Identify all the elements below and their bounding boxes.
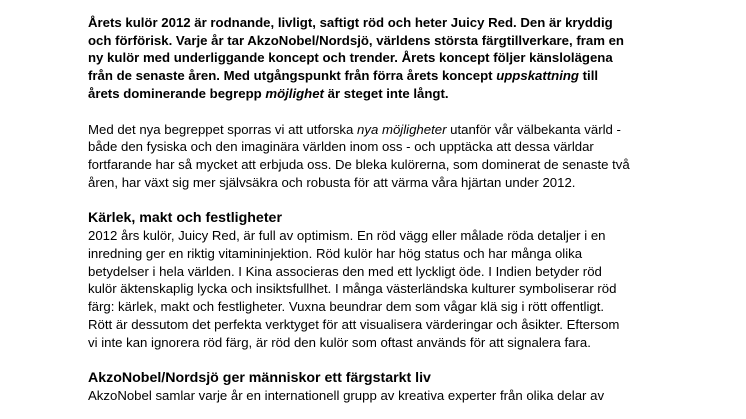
body-line: AkzoNobel samlar varje år en internationell grupp av kreativa experter från olika delar av xyxy=(88,388,605,404)
body-line: Rött är dessutom det perfekta verktyget för att visualisera värderingar och åsikter. Eftersom xyxy=(88,316,620,332)
emphasis-uppskattning: uppskattning xyxy=(496,68,579,84)
intro-text: till xyxy=(578,68,599,84)
body-paragraph xyxy=(88,121,648,192)
body-text: utanför vår välbekanta värld - xyxy=(446,121,621,137)
emphasis-mojlighet: möjlighet xyxy=(265,85,324,101)
body-line xyxy=(88,121,648,139)
body-line: vi inte kan ignorera röd färg, är röd den kulör som oftast används för att signalera fara. xyxy=(88,334,591,350)
intro-line: ny kulör med underliggande koncept och trender. Årets koncept följer känslolägena xyxy=(88,50,613,66)
body-line: betydelser i hela världen. I Kina associeras den med ett lyckligt öde. I Indien betyder röd xyxy=(88,263,602,279)
body-line: färg: kärlek, makt och festligheter. Vuxna beundrar dem som vågar klä sig i rött offentligt. xyxy=(88,299,605,315)
intro-text: är steget inte långt. xyxy=(323,85,449,101)
section-heading: AkzoNobel/Nordsjö ger människor ett färgstarkt liv xyxy=(88,370,431,387)
intro-line: Årets kulör 2012 är rodnande, livligt, saftigt röd och heter Juicy Red. Den är kryddig xyxy=(88,15,613,30)
body-line: kulör äktenskaplig lycka och insiktsfullhet. I många västerländska kulturer symboliserar röd xyxy=(88,281,617,297)
body-text: Med det nya begreppet sporras vi att utforska xyxy=(88,121,358,137)
emphasis-nya-mojligheter: nya möjligheter xyxy=(357,121,447,137)
intro-paragraph xyxy=(88,14,648,103)
body-line: åren, har växt sig mer självsäkra och robusta för att värma våra hjärtan under 2012. xyxy=(88,174,576,190)
section-paragraph xyxy=(88,387,648,405)
section-paragraph xyxy=(88,227,648,351)
body-line: fortfarande har så mycket att erbjuda oss. De bleka kulörerna, som dominerat de senaste två xyxy=(88,156,630,172)
body-line: 2012 års kulör, Juicy Red, är full av optimism. En röd vägg eller målade röda detaljer i en xyxy=(88,228,606,244)
intro-line xyxy=(88,85,648,103)
intro-line xyxy=(88,67,648,85)
document-page xyxy=(88,14,648,405)
intro-text: årets dominerande begrepp xyxy=(88,85,266,101)
section-heading: Kärlek, makt och festligheter xyxy=(88,210,282,227)
intro-text: från de senaste åren. Med utgångspunkt från förra årets koncept xyxy=(88,68,497,84)
body-line: både den fysiska och den imaginära världen inom oss - och upptäcka att dessa världar xyxy=(88,139,594,155)
intro-line: och förförisk. Varje år tar AkzoNobel/Nordsjö, världens största färgtillverkare, fram en xyxy=(88,32,624,48)
body-line: inredning ger en riktig vitamininjektion. Röd kulör har hög status och har många olika xyxy=(88,246,583,262)
